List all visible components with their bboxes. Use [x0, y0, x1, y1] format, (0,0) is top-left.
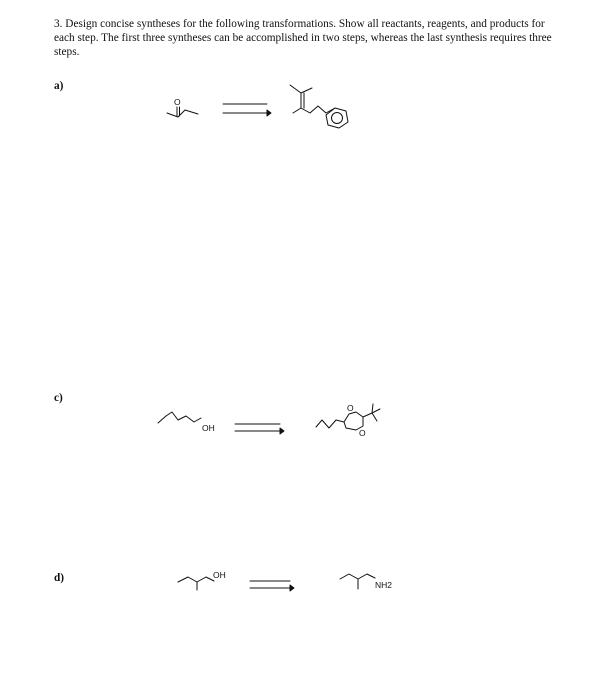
reactant-a-structure [167, 97, 198, 117]
part-c-label: c) [54, 392, 63, 404]
reactant-d-hydroxyl-label: OH [213, 570, 226, 580]
arrow-c [235, 424, 284, 434]
product-c-oxygen-bottom-label: O [359, 428, 366, 438]
part-a-label: a) [54, 80, 64, 92]
part-d-label: d) [54, 572, 65, 584]
reactant-c-structure [158, 412, 215, 433]
product-c-oxygen-top-label: O [347, 403, 354, 413]
product-d-amine-label: NH2 [375, 580, 393, 590]
reactant-d-structure [178, 570, 226, 590]
reactant-a-oxygen-label: O [174, 97, 181, 107]
scheme-d [175, 566, 425, 606]
reactant-c-hydroxyl-label: OH [202, 423, 215, 433]
question-text: 3. Design concise syntheses for the following transformations. Show all reactants, reagents, and products for each step. The first three syntheses can be accomplished in two steps, whereas the last synthesis requires three steps. [54, 18, 552, 59]
scheme-a [160, 80, 390, 135]
arrow-d [250, 581, 294, 591]
product-c-structure [316, 403, 380, 438]
product-a-structure [290, 85, 348, 128]
arrow-a [223, 104, 271, 116]
product-d-structure [340, 574, 392, 590]
scheme-c [155, 395, 405, 450]
